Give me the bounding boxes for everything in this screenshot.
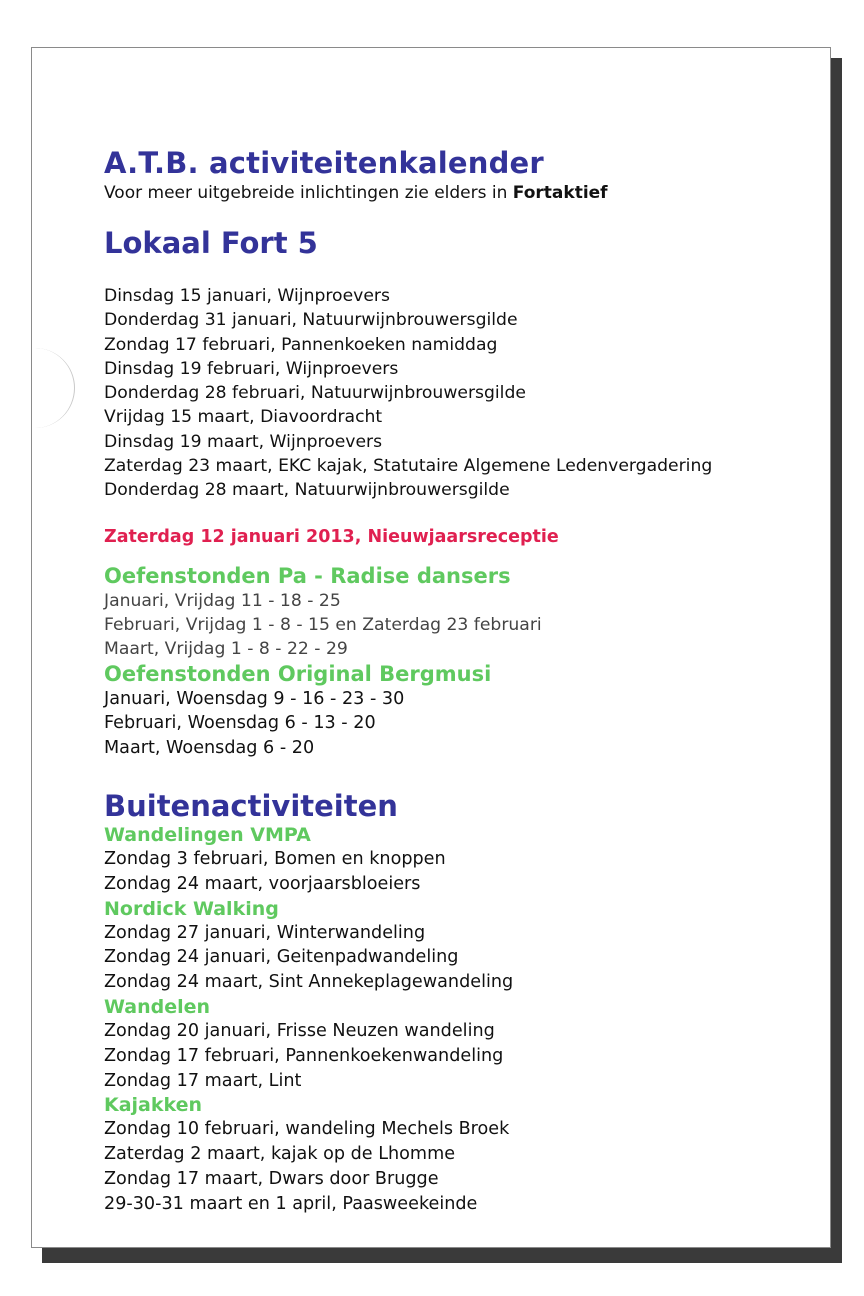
list-item: Dinsdag 19 februari, Wijnproevers [104, 358, 399, 379]
subheading-wandelingen-vmpa: Wandelingen VMPA [104, 823, 311, 846]
oefen-radise-list [104, 589, 804, 662]
list-item: Februari, Vrijdag 1 - 8 - 15 en Zaterdag 23 februari [104, 614, 542, 635]
page-subtitle [104, 182, 804, 204]
list-item: Donderdag 28 maart, Natuurwijnbrouwersgilde [104, 480, 510, 501]
list-item: Zaterdag 2 maart, kajak op de Lhomme [104, 1144, 456, 1165]
list-item: 29-30-31 maart en 1 april, Paasweekeinde [104, 1193, 478, 1214]
subheading-kajakken: Kajakken [104, 1094, 203, 1117]
subtitle-publication: Fortaktief [512, 183, 608, 203]
list-item: Zondag 10 februari, wandeling Mechels Broek [104, 1119, 510, 1140]
list-item: Vrijdag 15 maart, Diavoordracht [104, 407, 383, 428]
list-item: Zondag 17 februari, Pannenkoekenwandeling [104, 1045, 504, 1066]
list-item: Zondag 17 maart, Dwars door Brugge [104, 1168, 439, 1189]
list-item: Donderdag 28 februari, Natuurwijnbrouwersgilde [104, 383, 526, 404]
list-item: Maart, Vrijdag 1 - 8 - 22 - 29 [104, 639, 348, 660]
subheading-nordick-walking: Nordick Walking [104, 897, 279, 920]
subheading-oefen-radise: Oefenstonden Pa - Radise dansers [104, 563, 511, 588]
list-item: Zondag 24 maart, voorjaarsbloeiers [104, 873, 421, 894]
buiten-group-kajakken [104, 1093, 804, 1216]
lokaal-event-list [104, 284, 804, 503]
list-item: Donderdag 31 januari, Natuurwijnbrouwersgilde [104, 310, 518, 331]
section-title-buiten: Buitenactiviteiten [104, 788, 398, 823]
list-item: Zondag 17 februari, Pannenkoeken namiddag [104, 334, 498, 355]
list-item: Zondag 3 februari, Bomen en knoppen [104, 848, 446, 869]
list-item: Dinsdag 19 maart, Wijnproevers [104, 431, 383, 452]
page-content [104, 96, 804, 1217]
page-title: A.T.B. activiteitenkalender [104, 146, 544, 180]
subtitle-text: Voor meer uitgebreide inlichtingen zie elders in [104, 183, 508, 203]
highlight-event: Zaterdag 12 januari 2013, Nieuwjaarsreceptie [104, 526, 559, 547]
document-page [31, 47, 831, 1248]
list-item: Zondag 17 maart, Lint [104, 1070, 302, 1091]
list-item: Zaterdag 23 maart, EKC kajak, Statutaire Algemene Ledenvergadering [104, 456, 713, 477]
subheading-wandelen: Wandelen [104, 995, 211, 1018]
list-item: Zondag 24 januari, Geitenpadwandeling [104, 947, 459, 968]
subheading-oefen-bergmusi: Oefenstonden Original Bergmusi [104, 661, 492, 686]
page-fold-mark [34, 348, 75, 428]
list-item: Zondag 27 januari, Winterwandeling [104, 922, 426, 943]
list-item: Zondag 20 januari, Frisse Neuzen wandeling [104, 1020, 495, 1041]
list-item: Januari, Vrijdag 11 - 18 - 25 [104, 590, 341, 611]
list-item: Februari, Woensdag 6 - 13 - 20 [104, 713, 376, 734]
list-item: Zondag 24 maart, Sint Annekeplagewandeling [104, 972, 514, 993]
buiten-group-nordick [104, 897, 804, 995]
buiten-group-vmpa [104, 823, 804, 897]
list-item: Dinsdag 15 januari, Wijnproevers [104, 286, 390, 306]
list-item: Januari, Woensdag 9 - 16 - 23 - 30 [104, 688, 405, 709]
buiten-group-wandelen [104, 995, 804, 1093]
list-item: Maart, Woensdag 6 - 20 [104, 738, 315, 759]
oefen-bergmusi-list [104, 687, 804, 761]
section-title-lokaal: Lokaal Fort 5 [104, 226, 318, 260]
